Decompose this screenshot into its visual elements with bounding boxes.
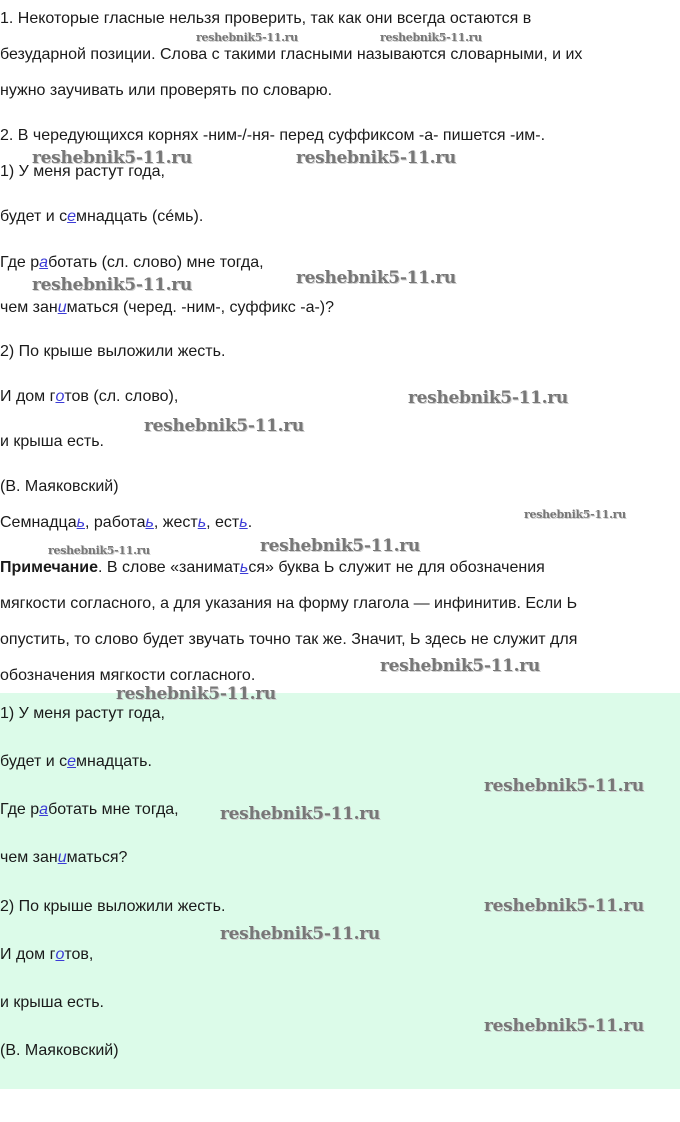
note-line-2: мягкости согласного, а для указания на форму глагола — инфинитив. Если Ь <box>0 595 578 612</box>
paragraph-2: 2. В чередующихся корнях -ним-/-ня- перед суффиксом -а- пишется -им-. <box>0 127 546 144</box>
verse-line-3: Где работать (сл. слово) мне тогда, <box>0 254 264 271</box>
verse-line-4: чем заниматься (черед. -ним-, суффикс -а-)? <box>0 299 335 316</box>
watermark: reshebnik5-11.ru <box>196 31 298 44</box>
watermark: reshebnik5-11.ru <box>484 776 644 796</box>
watermark: reshebnik5-11.ru <box>296 268 456 288</box>
watermark: reshebnik5-11.ru <box>524 508 626 521</box>
verse-line-7: и крыша есть. <box>0 433 104 450</box>
watermark: reshebnik5-11.ru <box>380 656 540 676</box>
watermark: reshebnik5-11.ru <box>484 896 644 916</box>
answer-line-1: 1) У меня растут года, <box>0 705 165 722</box>
watermark: reshebnik5-11.ru <box>380 31 482 44</box>
verse-line-2: будет и семнадцать (сéмь). <box>0 208 204 225</box>
marked-letter: е <box>67 208 77 225</box>
marked-letter: о <box>55 388 65 405</box>
watermark: reshebnik5-11.ru <box>32 148 192 168</box>
answer-line-2: будет и семнадцать. <box>0 753 152 770</box>
answer-line-4: чем заниматься? <box>0 849 128 866</box>
watermark: reshebnik5-11.ru <box>116 684 276 704</box>
watermark: reshebnik5-11.ru <box>484 1016 644 1036</box>
soft-sign-words: Семнадцаь, работаь, жесть, есть. <box>0 514 253 531</box>
marked-letter: а <box>39 254 49 271</box>
watermark: reshebnik5-11.ru <box>260 536 420 556</box>
verse-line-6: И дом готов (сл. слово), <box>0 388 179 405</box>
paragraph-1-line-1: 1. Некоторые гласные нельзя проверить, так как они всегда остаются в <box>0 10 532 27</box>
watermark: reshebnik5-11.ru <box>32 275 192 295</box>
verse-line-5: 2) По крыше выложили жесть. <box>0 343 226 360</box>
watermark: reshebnik5-11.ru <box>220 924 380 944</box>
note-label: Примечание <box>0 559 99 576</box>
note-line-4: обозначения мягкости согласного. <box>0 667 256 684</box>
paragraph-1-line-3: нужно заучивать или проверять по словарю. <box>0 82 333 99</box>
answer-line-3: Где работать мне тогда, <box>0 801 179 818</box>
note-line-1: Примечание. В слове «заниматься» буква Ь служит не для обозначения <box>0 559 545 576</box>
verse-author: (В. Маяковский) <box>0 478 119 495</box>
answer-author: (В. Маяковский) <box>0 1042 119 1059</box>
verse-line-1: 1) У меня растут года, <box>0 163 165 180</box>
watermark: reshebnik5-11.ru <box>296 148 456 168</box>
answer-line-5: 2) По крыше выложили жесть. <box>0 898 226 915</box>
note-line-3: опустить, то слово будет звучать точно так же. Значит, Ь здесь не служит для <box>0 631 578 648</box>
marked-letter: и <box>57 299 67 316</box>
watermark: reshebnik5-11.ru <box>408 388 568 408</box>
watermark: reshebnik5-11.ru <box>144 416 304 436</box>
paragraph-1-line-2: безударной позиции. Слова с такими гласными называются словарными, и их <box>0 46 583 63</box>
watermark: reshebnik5-11.ru <box>220 804 380 824</box>
answer-line-6: И дом готов, <box>0 946 94 963</box>
answer-line-7: и крыша есть. <box>0 994 104 1011</box>
watermark: reshebnik5-11.ru <box>48 544 150 557</box>
